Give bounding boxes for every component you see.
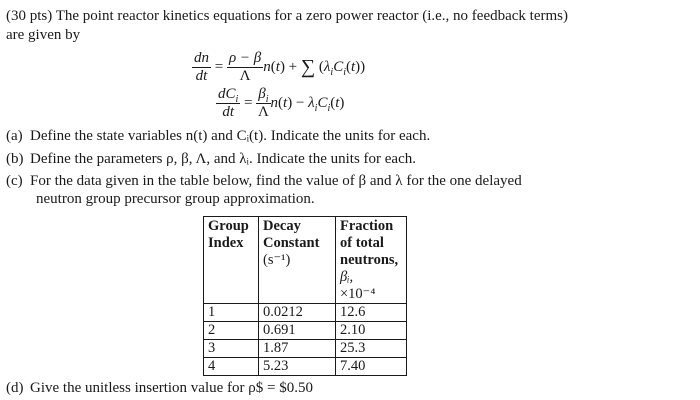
equation-dc-dt: $\frac{dC_i}{dt}$ = $\frac{\beta_i}{\Lambda}$ $n(t) - \lambda_iC_i(t)$ (218, 86, 345, 120)
question-b (6, 151, 416, 168)
table-row (204, 340, 407, 358)
table-row (204, 358, 407, 376)
question-c (6, 173, 522, 190)
cell-index: 3 (204, 340, 259, 358)
question-d-text: Give the unitless insertion value for ρ$ = $0.50 (30, 380, 313, 396)
cell-decay: 1.87 (259, 340, 336, 358)
question-c-label: (c) (6, 173, 23, 189)
question-a-text: Define the state variables n(t) and Cᵢ(t). Indicate the units for each. (30, 128, 431, 144)
table-row (204, 322, 407, 340)
table-row (204, 304, 407, 322)
problem-intro-line2: are given by (6, 27, 81, 43)
question-d-label: (d) (6, 380, 24, 396)
cell-index: 4 (204, 358, 259, 376)
cell-decay: 0.691 (259, 322, 336, 340)
problem-intro-line1: (30 pts) The point reactor kinetics equations for a zero power reactor (i.e., no feedback terms) (6, 8, 568, 24)
question-b-label: (b) (6, 151, 24, 167)
header-fraction: Fraction of total neutrons, βᵢ, ×10⁻⁴ (336, 217, 407, 304)
delayed-neutron-table (203, 216, 407, 376)
question-b-text: Define the parameters ρ, β, Λ, and λᵢ. Indicate the units for each. (30, 151, 416, 167)
cell-index: 1 (204, 304, 259, 322)
question-c-text-line2: neutron group precursor group approximation. (36, 191, 315, 207)
question-d (6, 380, 313, 397)
cell-decay: 5.23 (259, 358, 336, 376)
cell-fraction: 7.40 (336, 358, 407, 376)
header-group-index: Group Index (204, 217, 259, 304)
cell-fraction: 2.10 (336, 322, 407, 340)
cell-fraction: 12.6 (336, 304, 407, 322)
cell-fraction: 25.3 (336, 340, 407, 358)
table-header-row (204, 217, 407, 304)
question-c-text-line1: For the data given in the table below, find the value of β and λ for the one delayed (30, 173, 522, 189)
question-a-label: (a) (6, 128, 23, 144)
equation-dn-dt: $\frac{dn}{dt}$ = $\frac{\rho - \beta}{\Lambda}$ n(t) + ∑ $(\lambda_iC_i(t))$ (194, 50, 366, 84)
header-decay-constant: Decay Constant (s⁻¹) (259, 217, 336, 304)
question-a (6, 128, 430, 145)
cell-index: 2 (204, 322, 259, 340)
cell-decay: 0.0212 (259, 304, 336, 322)
